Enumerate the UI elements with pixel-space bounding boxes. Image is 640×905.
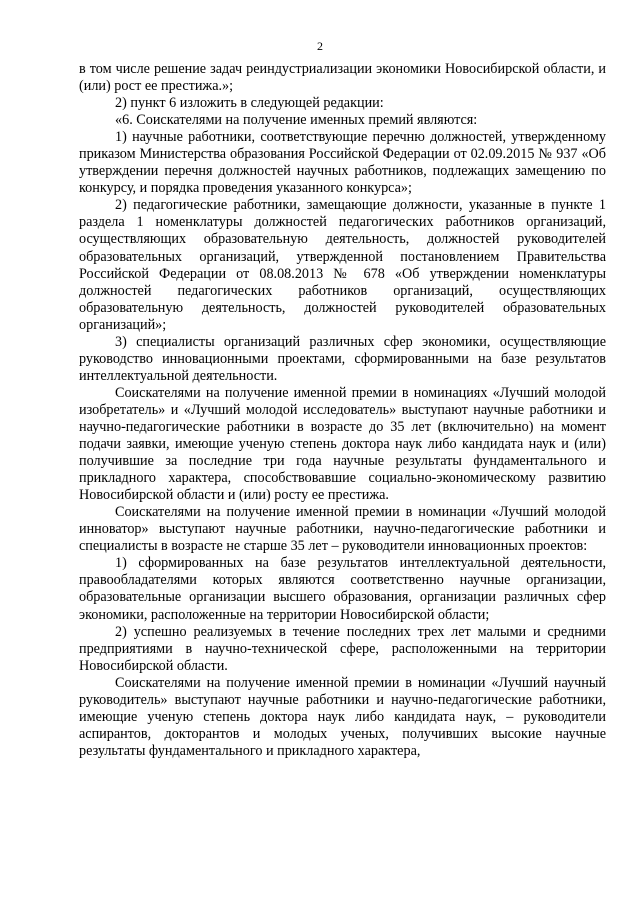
document-body	[79, 61, 606, 760]
paragraph-clause-6-item-1: 1) научные работники, соответствующие перечню должностей, утвержденному приказом Министерства образования Российской Федерации от 02.09.2015 № 937 «Об утверждении перечня должностей научных работников, подлежащих замещению по конкурсу, и порядка проведения указанного конкурса»;	[79, 129, 606, 197]
paragraph-young-innovator: Соискателями на получение именной премии в номинации «Лучший молодой инноватор» выступают научные работники, научно-педагогические работники и специалисты в возрасте не старше 35 лет – руководители инновационных проектов:	[79, 504, 606, 555]
paragraph-amendment-item-2: 2) пункт 6 изложить в следующей редакции:	[115, 95, 384, 112]
paragraph-intro-continuation: в том числе решение задач реиндустриализации экономики Новосибирской области, и (или) рост ее престижа.»;	[79, 61, 606, 95]
page-number: 2	[317, 39, 323, 53]
paragraph-best-supervisor: Соискателями на получение именной премии в номинации «Лучший научный руководитель» выступают научные работники и научно-педагогические работники, имеющие ученую степень доктора наук либо кандидата наук, – руководители аспирантов, докторантов и молодых ученых, получивших высокие научные результаты фундаментального и прикладного характера,	[79, 674, 606, 759]
paragraph-young-inventor-researcher: Соискателями на получение именной премии в номинациях «Лучший молодой изобретатель» и «Лучший молодой исследователь» выступают научные работники и научно-педагогические работники в возрасте до 35 лет (включительно) на момент подачи заявки, имеющие ученую степень доктора наук либо кандидата наук и (или) получившие за последние три года научные результаты фундаментального и прикладного характера, способствовавшие социально-экономическому развитию Новосибирской области и (или) росту ее престижа.	[79, 384, 606, 504]
paragraph-clause-6-item-2: 2) педагогические работники, замещающие должности, указанные в пункте 1 раздела 1 номенклатуры должностей педагогических работников организаций, осуществляющих образовательную деятельность, должностей руководителей образовательных организаций, утвержденной постановлением Правительства Российской Федерации от 08.08.2013 № 678 «Об утверждении номенклатуры должностей педагогических работников организаций, осуществляющих образовательную деятельность, должностей руководителей образовательных организаций»;	[79, 197, 606, 333]
paragraph-innovator-item-2: 2) успешно реализуемых в течение последних трех лет малыми и средними предприятиями в научно-технической сфере, расположенными на территории Новосибирской области.	[79, 623, 606, 674]
paragraph-clause-6-item-3: 3) специалисты организаций различных сфер экономики, осуществляющие руководство инновационными проектами, сформированными на базе результатов интеллектуальной деятельности.	[79, 333, 606, 384]
paragraph-innovator-item-1: 1) сформированных на базе результатов интеллектуальной деятельности, правообладателями которых являются соответственно научные организации, образовательные организации высшего образования, организации различных сфер экономики, расположенные на территории Новосибирской области;	[79, 555, 606, 623]
paragraph-clause-6-heading: «6. Соискателями на получение именных премий являются:	[115, 112, 478, 129]
